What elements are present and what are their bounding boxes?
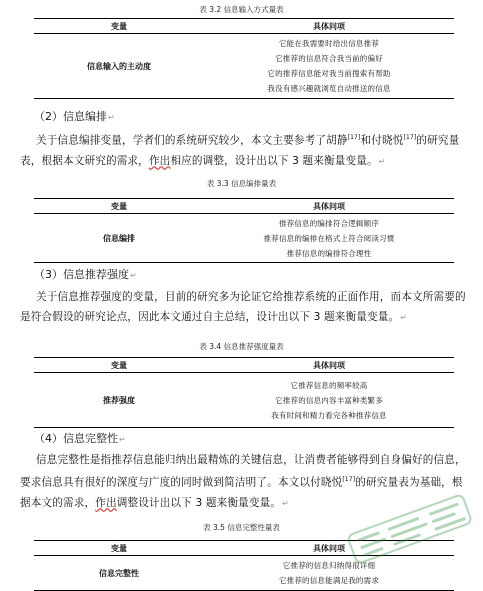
list-item: 我没有感兴趣就浏览自动推送的信息 [267,84,391,93]
header-items: 具体问项 [313,21,345,31]
list-item: 它推荐的信息能满足我的需求 [278,576,380,585]
variable-name: 信息完整性 [99,568,139,578]
list-item: 它推荐的信息归纳得很详细 [282,561,376,570]
table-header [34,199,454,214]
section-title-2: （2）信息编排↵ [34,110,115,123]
table-3-3-caption: 表 3.3 信息编排量表 [206,179,277,188]
section-title-4: （4）信息完整性↵ [34,432,126,445]
header-variable: 变量 [111,201,127,211]
list-item: 推荐信息的编排在格式上符合阅读习惯 [263,233,395,243]
item-list [204,378,454,423]
variable-name: 信息编排 [103,233,135,243]
paragraph-4: 信息完整性是指推荐信息能归纳出最精炼的关键信息，让消费者能够得到自身偏好的信息，要求信息具有很好的深度与广度的同时做到简洁明了。本文以付晓悦[17]的研究量表为基础，根据本文的需求，作出调整设计出以下 3 题来衡量变量。↵ [20,454,466,509]
list-item: 它推荐的信息符合我当前的偏好 [275,54,383,63]
table-header [34,358,454,373]
list-item: 我有时间和精力看完各种推荐信息 [271,410,387,420]
paragraph-3: 关于信息推荐强度的变量，目前的研究多为论证它给推荐系统的正面作用，而本文所需要的是符合假设的研究论点，因此本文通过自主总结，设计出以下 3 题来衡量变量。↵ [20,291,466,323]
header-items: 具体问项 [313,543,345,553]
list-item: 它的推荐信息能对我当前搜索有帮助 [267,69,391,78]
item-list [204,216,454,261]
list-item: 它能在我需要时给出信息推荐 [278,39,380,48]
item-list [204,36,454,96]
header-variable: 变量 [111,543,127,553]
list-item: 它推荐的信息内容丰富种类繁多 [275,395,383,405]
item-list [204,558,454,588]
header-items: 具体问项 [313,201,345,211]
variable-name: 推荐强度 [103,395,135,405]
table-header [34,19,454,34]
table-3-4-caption: 表 3.4 信息推荐强度量表 [199,342,284,351]
list-item: 推荐信息的编排符合逻辑顺序 [278,218,380,228]
list-item: 推荐信息的编排符合理性 [286,248,372,258]
header-variable: 变量 [111,360,127,370]
table-3-4 [34,357,454,428]
paragraph-2: 关于信息编排变量，学者们的系统研究较少，本文主要参考了胡静[17]和付晓悦[17]的研究量表，根据本文研究的需求，作出相应的调整，设计出以下 3 题来衡量变量。↵ [20,134,460,167]
table-row [34,34,454,98]
table-row [34,373,454,427]
section-title-3: （3）信息推荐强度↵ [34,268,137,281]
table-3-2 [34,18,454,99]
list-item: 它推荐信息的频率较高 [290,380,368,390]
table-row [34,214,454,262]
header-items: 具体问项 [313,360,345,370]
table-3-5-caption: 表 3.5 信息完整性量表 [203,523,280,532]
table-3-3 [34,198,454,263]
table-3-2-caption: 表 3.2 信息输入方式量表 [199,5,284,14]
header-variable: 变量 [111,21,127,31]
variable-name: 信息输入的主动度 [87,61,151,71]
